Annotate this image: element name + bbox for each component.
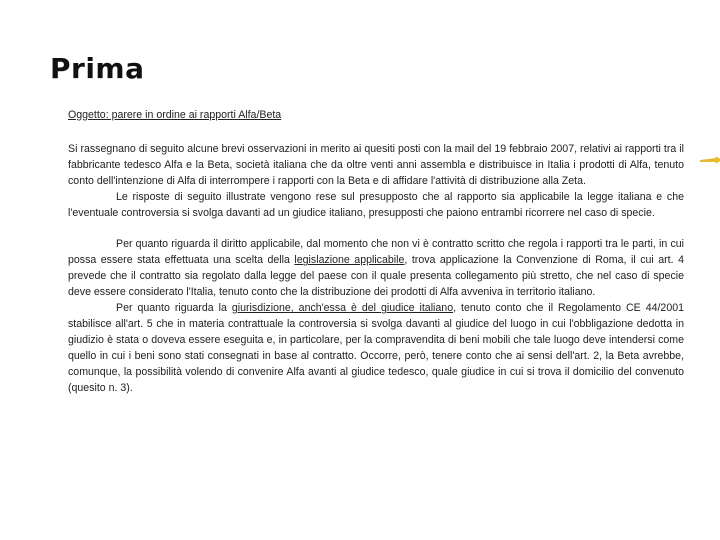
slide-title: Prima xyxy=(50,52,145,85)
paragraph-4-text-b: , tenuto conto che il Regolamento CE 44/2001 stabilisce all'art. 5 che in materia contrattuale la controversia si svolga davanti al giudice del luogo in cui l'obbligazione dedotta in giudizio è stata o doveva essere eseguita e, in particolare, per la compravendita di beni mobili che tale luogo deve intendersi come quello in cui i beni sono stati consegnati in base al contratto. Occorre, però, tenere conto che ai sensi dell'art. 2, la Beta avrebbe, comunque, la possibilità volendo di convenire Alfa avanti al giudice tedesco, quale giudice in cui si trova il domicilio del convenuto (quesito n. 3). xyxy=(68,302,684,394)
document-subject: Oggetto: parere in ordine ai rapporti Alfa/Beta xyxy=(68,109,282,121)
paragraph-4 xyxy=(68,301,684,396)
paragraph-3-underlined: legislazione applicabile xyxy=(294,254,405,267)
paragraph-1: Si rassegnano di seguito alcune brevi osservazioni in merito ai quesiti posti con la mail del 19 febbraio 2007, relativi ai rapporti tra il fabbricante tedesco Alfa e la Beta, società italiana che da oltre venti anni assembla e distribuisce in Italia i prodotti di Alfa, tenuto conto dell'intenzione di Alfa di interrompere i rapporti con la Beta e di affidare l'attività di distribuzione alla Zeta. xyxy=(68,142,684,187)
paragraph-3-text-a: Per quanto riguarda il diritto applicabile, dal momento che non vi è contratto scritto che regola i rapporti tra le parti, in cui possa essere stata effettuata una scelta della xyxy=(68,238,684,267)
document-excerpt xyxy=(68,108,684,397)
paragraph-3 xyxy=(68,237,684,301)
paragraph-3-text-b: , trova applicazione la Convenzione di Roma, il cui art. 4 prevede che il contratto sia regolato dalla legge del paese con il quale presenta collegamento più stretto, che nel caso di specie deve essere considerato l'Italia, tenuto conto che la distribuzione dei prodotti di Alfa avveniva in territorio italiano. xyxy=(68,254,684,299)
paragraph-4-text-a: Per quanto riguarda la xyxy=(116,302,232,315)
arrow-icon xyxy=(700,156,720,166)
paragraph-gap xyxy=(68,221,684,237)
paragraph-2: Le risposte di seguito illustrate vengono rese sul presupposto che al rapporto sia applicabile la legge italiana e che l'eventuale controversia si svolga davanti ad un giudice italiano, presupposti che paiono entrambi ricorrere nel caso di specie. xyxy=(68,190,684,219)
paragraph-4-underlined: giurisdizione, anch'essa è del giudice italiano xyxy=(231,302,454,315)
